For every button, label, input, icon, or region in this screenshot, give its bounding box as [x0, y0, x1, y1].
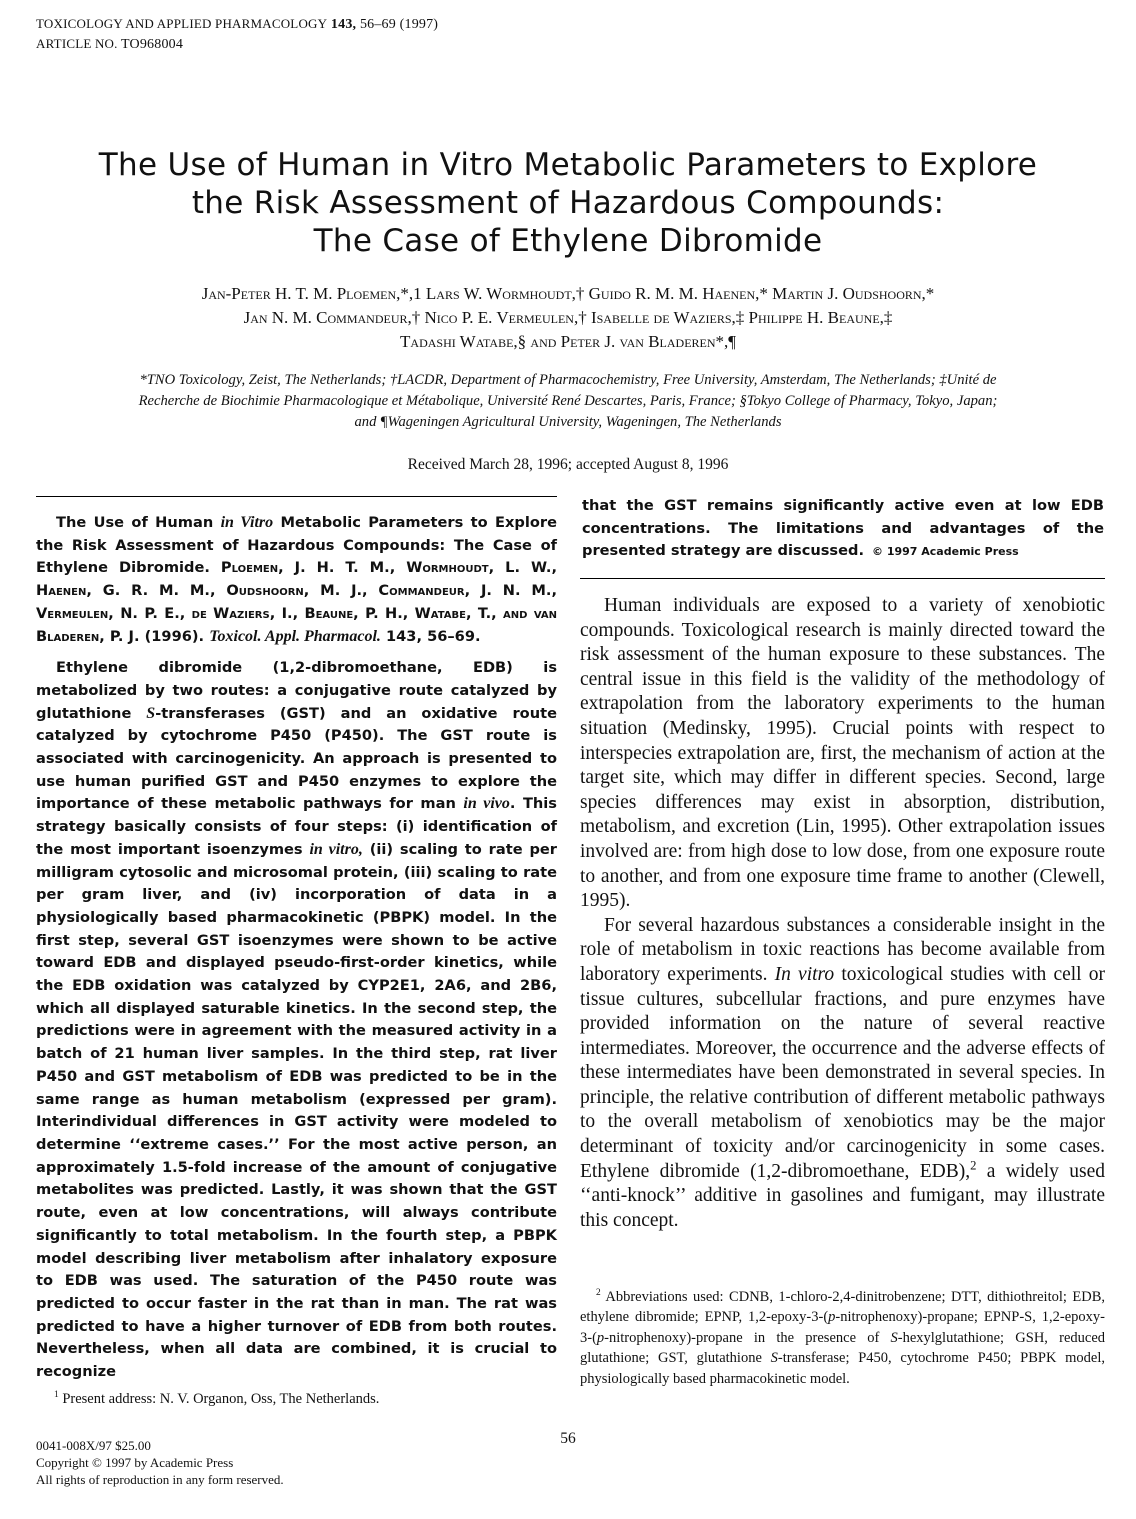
- abstract-copyright: © 1997 Academic Press: [872, 545, 1019, 559]
- abstract-right-column: [582, 495, 1104, 564]
- imprint-line-3: All rights of reproduction in any form reserved.: [36, 1472, 284, 1487]
- title-line-3: The Case of Ethylene Dibromide: [313, 223, 823, 259]
- affiliations-line-1: *TNO Toxicology, Zeist, The Netherlands; †LACDR, Department of Pharmacochemistry, Free University, Amsterdam, The Netherlands; ‡Unité de: [139, 372, 997, 388]
- imprint-line-1: 0041-008X/97 $25.00: [36, 1438, 151, 1453]
- footnote-text: -transferase; P450, cytochrome P450; PBPK model, physiologically based pharmacokinetic model.: [580, 1350, 1106, 1387]
- abstract-top-rule-left: [36, 496, 557, 497]
- paper-title: [60, 146, 1076, 260]
- article-number-line: [36, 34, 438, 54]
- body-text-part: For several hazardous substances a considerable insight in the role of metabolism in toxic reactions has become available from laboratory experiments.: [580, 914, 1105, 985]
- affiliations-line-3: and ¶Wageningen Agricultural University, Wageningen, The Netherlands: [354, 414, 782, 430]
- abstract-text-part: . This strategy basically consists of four steps: (i) identification of the most important isoenzymes: [36, 795, 557, 858]
- citation-title-start: The Use of Human: [56, 514, 221, 531]
- abstract-text-part: -transferases (GST) and an oxidative route catalyzed by cytochrome P450 (P450). The GST route is associated with carcinogenicity. An approach is presented to use human purified GST and P450 enzymes to explore the importance of these metabolic pathways for man: [36, 704, 557, 813]
- body-paragraph-1: Human individuals are exposed to a variety of xenobiotic compounds. Toxicological research is mainly directed toward the risk assessment of the human exposure to these substances. The central issue in this field is the validity of the methodology of extrapolation from the laboratory experiments to the human situation (Medinsky, 1995). Crucial points with respect to interspecies extrapolation are, first, the mechanism of action at the target site, which may differ in different species. Second, large species differences may exist in absorption, distribution, metabolism, and excretion (Lin, 1995). Other extrapolation issues involved are: from high dose to low dose, from one exposure route to another, and from one exposure time frame to another (Clewell, 1995).: [580, 595, 1105, 912]
- journal-pages: 56–69 (1997): [359, 17, 439, 32]
- footnote-text: Present address: N. V. Organon, Oss, The Netherlands.: [58, 1391, 380, 1407]
- title-line-2: the Risk Assessment of Hazardous Compounds:: [191, 185, 945, 221]
- article-label: ARTICLE NO.: [36, 36, 118, 51]
- footnote-italic: p: [828, 1309, 836, 1326]
- footnote-italic: S: [770, 1350, 778, 1367]
- imprint: [36, 1437, 284, 1488]
- citation-title-italic: in Vitro: [220, 514, 274, 531]
- body-text-part: a widely used ‘‘anti-knock’’ additive in gasolines and fumigant, may illustrate this concept.: [580, 1160, 1105, 1231]
- received-dates: Received March 28, 1996; accepted August 8, 1996: [407, 456, 729, 473]
- author-list: [30, 282, 1106, 354]
- footnote-text: -nitrophenoxy)-propane in the presence of: [604, 1329, 891, 1346]
- footnote-2-marker: 2: [596, 1288, 601, 1299]
- citation-title-end: Metabolic Parameters to Explore the Risk Assessment of Hazardous Compounds: The Case of Ethylene Dibromide.: [36, 514, 557, 577]
- article-number: TO968004: [121, 37, 184, 52]
- citation-journal: Toxicol. Appl. Pharmacol.: [209, 627, 381, 645]
- journal-name: TOXICOLOGY AND APPLIED PHARMACOLOGY: [36, 16, 328, 31]
- introduction-text: [580, 594, 1105, 1233]
- page-number: 56: [560, 1430, 576, 1447]
- journal-header: [36, 14, 438, 54]
- abstract-italic-in-vivo: in vivo: [463, 795, 510, 813]
- footnote-text: -nitrophenoxy)-propane; EPNP-S, 1,2-epoxy-3-(: [580, 1309, 1106, 1346]
- abstract-text: [36, 657, 557, 1384]
- citation-volume: 143,: [380, 627, 422, 645]
- journal-citation-line: [36, 14, 438, 34]
- authors-line-1: Jan-Peter H. T. M. Ploemen,*,1 Lars W. Wormhoudt,† Guido R. M. M. Haenen,* Martin J. Oudshoorn,*: [201, 284, 935, 303]
- abstract-bottom-rule-right: [580, 578, 1105, 579]
- footnote-abbreviations: [580, 1287, 1105, 1389]
- abstract-text-part: Ethylene dibromide (1,2-dibromoethane, EDB) is metabolized by two routes: a conjugative route catalyzed by glutathione: [36, 659, 557, 722]
- affiliations: [36, 370, 1100, 433]
- imprint-line-2: Copyright © 1997 by Academic Press: [36, 1455, 234, 1470]
- journal-volume: 143,: [330, 17, 357, 32]
- abstract-text-part: (ii) scaling to rate per milligram cytosolic and microsomal protein, (iii) scaling to rate per gram liver, and (iv) incorporation of data in a physiologically based pharmacokinetic (PBPK) model. In the first step, several GST isoenzymes were shown to be active toward EDB and displayed pseudo-first-order kinetics, while the EDB oxidation was catalyzed by CYP2E1, 2A6, and 2B6, which all displayed saturable kinetics. In the second step, the predictions were in agreement with the measured activity in a batch of 21 human liver samples. In the third step, rat liver P450 and GST metabolism of EDB was predicted to be in the same range as human metabolism (expressed per gram). Interindividual differences in GST activity were modeled to determine ‘‘extreme cases.’’ For the most active person, an approximately 1.5-fold increase of the amount of conjugative metabolites was predicted. Lastly, it was shown that the GST route, even at low concentrations, will always contribute significantly to total metabolism. In the fourth step, a PBPK model describing liver metabolism after inhalatory exposure to EDB was used. The saturation of the P450 route was predicted to occur faster in the rat than in man. The rat was predicted to have a higher turnover of EDB from both routes. Nevertheless, when all data are combined, it is crucial to recognize: [36, 840, 557, 1381]
- footnote-italic: p: [596, 1329, 605, 1346]
- affiliations-line-2: Recherche de Biochimie Pharmacologique et Métabolique, Université René Descartes, Paris, France; §Tokyo College of Pharmacy, Tokyo, Japan;: [138, 393, 998, 409]
- citation-authors: Ploemen, J. H. T. M., Wormhoudt, L. W., Haenen, G. R. M. M., Oudshoorn, M. J., Commandeur, J. N. M., Vermeulen, N. P. E., de Waziers, I., Beaune, P. H., Watabe, T., and van Bladeren, P. J.: [36, 559, 557, 645]
- footnote-italic: S: [890, 1329, 898, 1346]
- abstract-text-continued: that the GST remains significantly active even at low EDB concentrations. The limitations and advantages of the presented strategy are discussed.: [582, 497, 1104, 560]
- footnote-present-address: [36, 1389, 557, 1409]
- authors-line-3: Tadashi Watabe,§ and Peter J. van Bladeren*,¶: [400, 332, 736, 351]
- citation-pages: 56–69.: [422, 627, 481, 645]
- abstract-citation: [36, 512, 557, 648]
- citation-year: (1996).: [139, 627, 210, 645]
- abstract-italic-s: S: [146, 704, 156, 722]
- footnote-1-marker: 1: [54, 1390, 59, 1401]
- title-line-1: The Use of Human in Vitro Metabolic Parameters to Explore: [98, 147, 1038, 183]
- abstract-left-column: [36, 512, 557, 1384]
- footnote-text: -hexylglutathione; GSH, reduced glutathione; GST, glutathione: [580, 1329, 1106, 1367]
- body-italic-in-vitro: In vitro: [774, 963, 835, 985]
- body-paragraph-2: [580, 914, 1105, 1234]
- authors-line-2: Jan N. M. Commandeur,† Nico P. E. Vermeulen,† Isabelle de Waziers,‡ Philippe H. Beaune,‡: [243, 308, 893, 327]
- footnote-text: Abbreviations used: CDNB, 1-chloro-2,4-dinitrobenzene; DTT, dithiothreitol; EDB, ethylene dibromide; EPNP, 1,2-epoxy-3-(: [580, 1289, 1105, 1326]
- abstract-italic-in-vitro: in vitro,: [309, 840, 363, 858]
- footnote-ref-2: 2: [970, 1158, 977, 1173]
- body-text-part: toxicological studies with cell or tissue cultures, subcellular fractions, and pure enzymes have provided information on the nature of several reactive intermediates. Moreover, the occurrence and the adverse effects of these intermediates have been demonstrated in several species. In principle, the relative contribution of different metabolic pathways to the overall metabolism of xenobiotics may be the major determinant of toxicity and/or carcinogenicity in some cases. Ethylene dibromide (1,2-dibromoethane, EDB),: [580, 963, 1105, 1182]
